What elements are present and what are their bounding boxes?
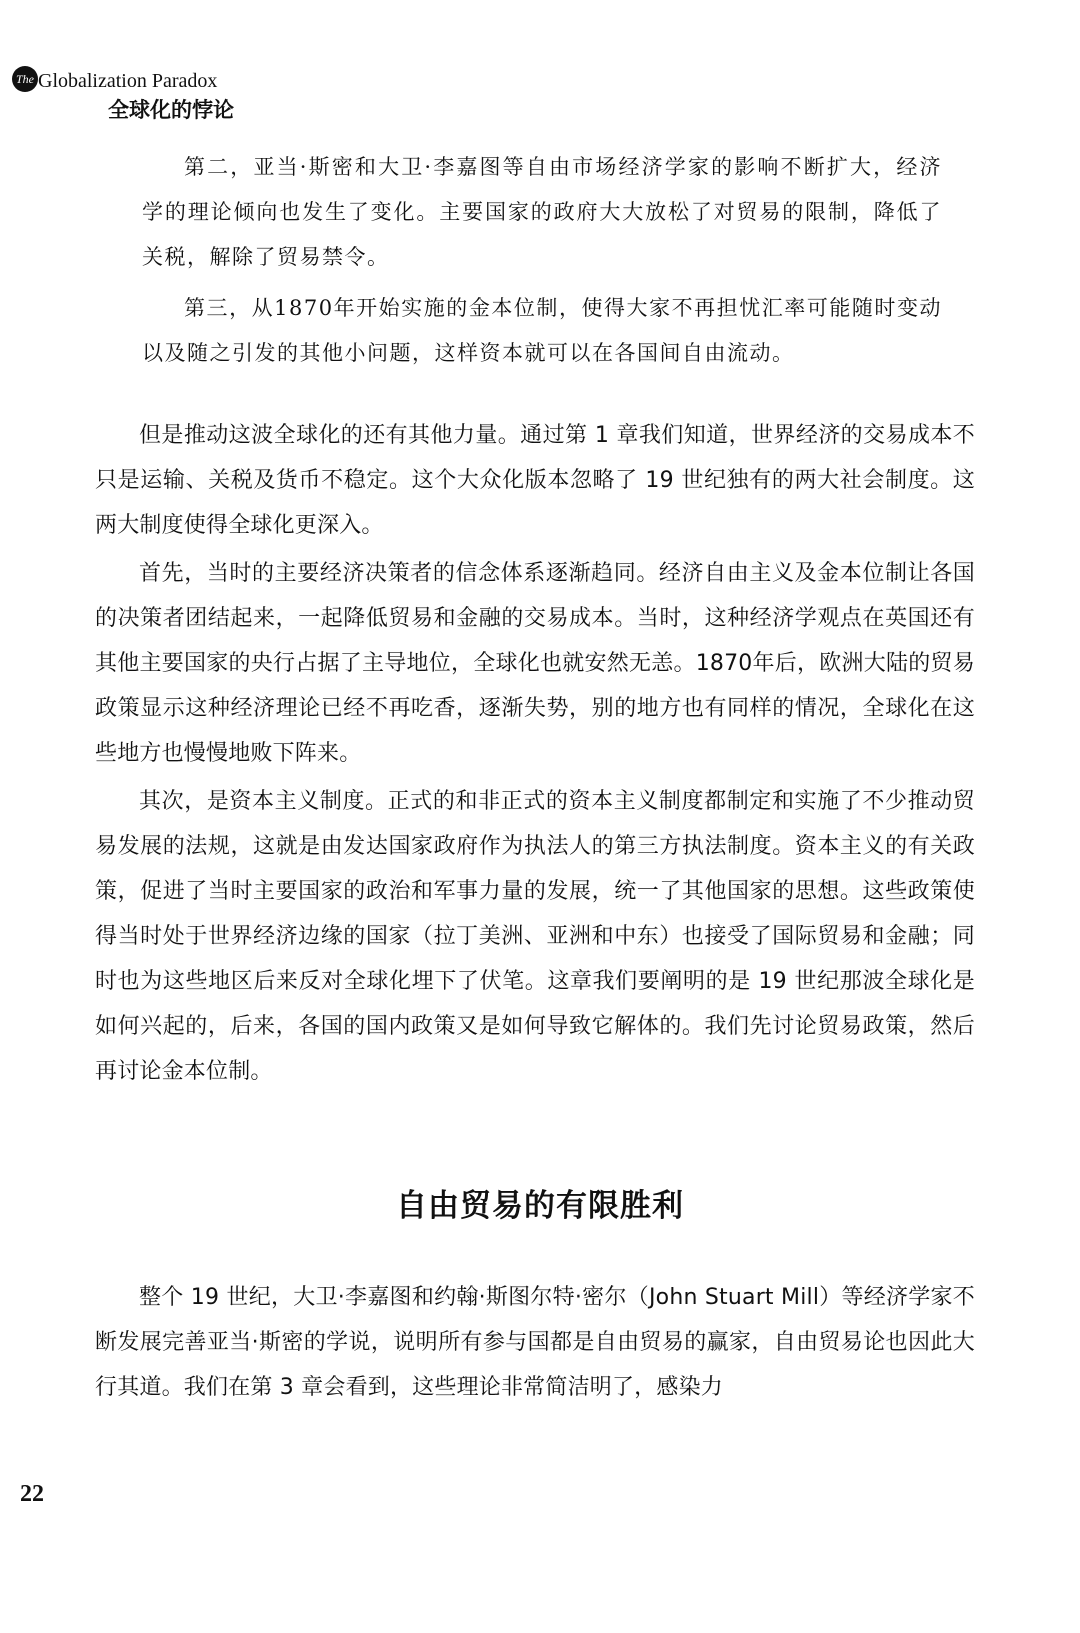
header-title-cn: 全球化的悖论 [108, 98, 234, 122]
body-paragraph: 整个 19 世纪，大卫·李嘉图和约翰·斯图尔特·密尔（John Stuart Mill）等经济学家不断发展完善亚当·斯密的学说，说明所有参与国都是自由贸易的赢家，自由贸易论也因此大行其道。我们在第 3 章会看到，这些理论非常简洁明了，感染力 [95, 1285, 975, 1400]
header-title-en: Globalization Paradox [38, 70, 218, 92]
main-body-text [95, 413, 975, 1097]
indented-quote-block [142, 145, 942, 382]
section-body-text [95, 1275, 975, 1410]
book-logo-icon: The [12, 66, 38, 92]
page-number: 22 [20, 1481, 44, 1507]
body-paragraph: 但是推动这波全球化的还有其他力量。通过第 1 章我们知道，世界经济的交易成本不只是运输、关税及货币不稳定。这个大众化版本忽略了 19 世纪独有的两大社会制度。这两大制度使得全球化更深入。 [95, 423, 975, 538]
body-paragraph: 其次，是资本主义制度。正式的和非正式的资本主义制度都制定和实施了不少推动贸易发展的法规，这就是由发达国家政府作为执法人的第三方执法制度。资本主义的有关政策，促进了当时主要国家的政治和军事力量的发展，统一了其他国家的思想。这些政策使得当时处于世界经济边缘的国家（拉丁美洲、亚洲和中东）也接受了国际贸易和金融；同时也为这些地区后来反对全球化埋下了伏笔。这章我们要阐明的是 19 世纪那波全球化是如何兴起的，后来，各国的国内政策又是如何导致它解体的。我们先讨论贸易政策，然后再讨论金本位制。 [95, 789, 975, 1084]
quote-paragraph: 第二，亚当·斯密和大卫·李嘉图等自由市场经济学家的影响不断扩大，经济学的理论倾向也发生了变化。主要国家的政府大大放松了对贸易的限制，降低了关税，解除了贸易禁令。 [142, 155, 942, 269]
quote-paragraph: 第三，从1870年开始实施的金本位制，使得大家不再担忧汇率可能随时变动以及随之引发的其他小问题，这样资本就可以在各国间自由流动。 [142, 296, 942, 365]
body-paragraph: 首先，当时的主要经济决策者的信念体系逐渐趋同。经济自由主义及金本位制让各国的决策者团结起来，一起降低贸易和金融的交易成本。当时，这种经济学观点在英国还有其他主要国家的央行占据了主导地位，全球化也就安然无恙。1870年后，欧洲大陆的贸易政策显示这种经济理论已经不再吃香，逐渐失势，别的地方也有同样的情况，全球化在这些地方也慢慢地败下阵来。 [95, 561, 975, 766]
section-heading: 自由贸易的有限胜利 [396, 1188, 684, 1224]
